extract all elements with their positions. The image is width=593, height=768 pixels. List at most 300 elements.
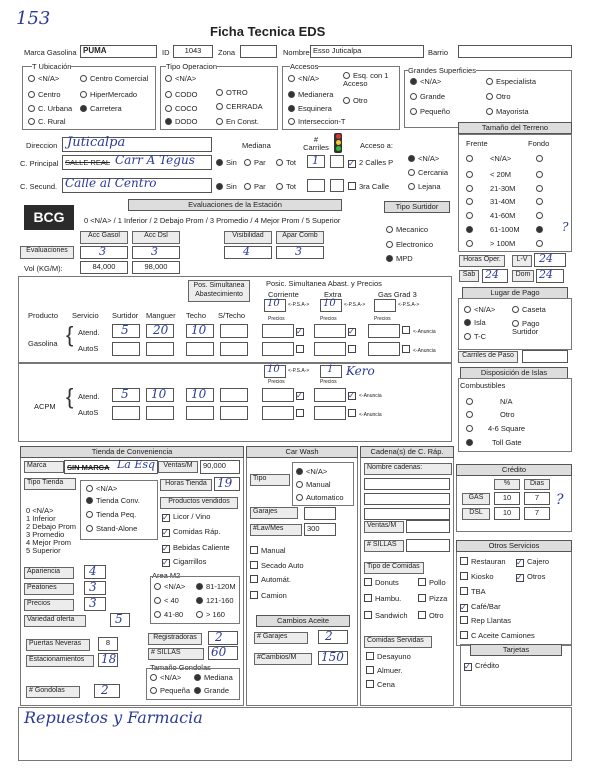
gas-precio-g3[interactable] <box>368 324 400 338</box>
prod-licor[interactable]: ✓Licor / Vino <box>162 512 210 522</box>
evaluaciones-label: Evaluaciones <box>20 246 74 259</box>
id-label: ID <box>162 48 170 57</box>
terreno-opt-3: 31-40M <box>490 197 516 206</box>
frente-20[interactable] <box>466 170 476 179</box>
fondo-21-30[interactable] <box>536 184 546 193</box>
vol-gasol-field[interactable]: 84,000 <box>80 261 128 274</box>
precios-extra: Precios <box>320 316 337 322</box>
horas-sab-label: Sab <box>459 270 479 282</box>
servicio-label: Servicio <box>72 311 99 320</box>
techo-label: Techo <box>186 311 207 320</box>
acpm-note: Kero <box>346 364 375 378</box>
nombre-label: Nombre <box>283 48 310 57</box>
cadena-sillas-field[interactable] <box>406 539 450 552</box>
tienda-ventas-field[interactable]: 90,000 <box>200 460 240 474</box>
producto-label: Producto <box>28 311 59 320</box>
ubic-centro-comercial[interactable]: Centro Comercial <box>80 74 148 83</box>
acpm-psa-field[interactable]: 10 <box>264 365 286 378</box>
horas-dom-label: Dom <box>512 270 534 282</box>
pago-caseta[interactable]: Caseta <box>512 305 546 314</box>
cadena-field-3[interactable] <box>364 508 450 520</box>
barrio-label: Barrio <box>428 48 449 57</box>
oper-dodo[interactable]: DODO <box>165 117 198 126</box>
carwash-title: Car Wash <box>246 446 358 458</box>
zona-field[interactable] <box>240 45 277 58</box>
tipo-tienda-na[interactable]: <N/A> <box>86 484 117 493</box>
tamano-label: Tamaño Gondolas <box>150 663 211 672</box>
acpm-autos-stecho[interactable] <box>220 406 248 420</box>
principal-field[interactable]: SALLE REAL Carr A Tegus <box>62 155 212 170</box>
fondo-na[interactable] <box>536 154 546 163</box>
precios-corr: Precios <box>268 316 285 322</box>
terreno-fondo: Fondo <box>528 139 550 148</box>
marca-field[interactable]: PUMA <box>80 45 157 58</box>
tipo-tienda-label: Tipo Tienda <box>24 478 76 490</box>
islas-otro[interactable] <box>466 410 476 419</box>
credito-gas-dias[interactable]: 7 <box>524 492 550 505</box>
horas-tienda-field[interactable]: 19 <box>214 477 240 491</box>
tam-pequena[interactable]: Pequeña <box>150 686 190 695</box>
gas-autos-anuncia-extra[interactable] <box>348 345 359 354</box>
gas-autos-anuncia-g3[interactable]: <-Anuncia <box>402 345 436 354</box>
terreno-note: ? <box>562 220 569 234</box>
garajes-field[interactable] <box>304 507 336 520</box>
gas-techo-field[interactable]: 10 <box>186 324 214 338</box>
acpm-autos-anuncia-2[interactable]: <-Anuncia <box>348 409 382 418</box>
acc-gasol-field[interactable]: 3 <box>80 246 128 259</box>
cw-secado[interactable]: Secado Auto <box>250 561 304 570</box>
carriles-field[interactable]: 1 <box>307 155 325 168</box>
acpm-autos-mang[interactable] <box>146 406 174 420</box>
oper-codo[interactable]: CODO <box>165 90 198 99</box>
pago-tc[interactable]: T-C <box>464 332 486 341</box>
tienda-marca-field[interactable]: SIN MARCA La Esq <box>64 460 158 474</box>
variedad-label: Variedad oferta <box>24 615 86 627</box>
gasolina-brace: { <box>66 322 74 347</box>
visibilidad-field[interactable]: 4 <box>224 246 272 259</box>
frente-100[interactable] <box>466 239 476 248</box>
acpm-precios-2: Precios <box>320 379 337 385</box>
garajes-label: Garajes <box>250 507 298 519</box>
gas-precio-corr[interactable] <box>262 324 294 338</box>
doc-number: 153 <box>16 8 51 29</box>
bcg-logo: BCG <box>24 205 74 230</box>
area-40[interactable]: < 40 <box>154 596 179 605</box>
comida-donuts[interactable]: Donuts <box>364 578 399 587</box>
sup-especialista[interactable]: Especialista <box>486 77 536 86</box>
area-41-80[interactable]: 41-80 <box>154 610 183 619</box>
credito-gas-pct[interactable]: 10 <box>494 492 520 505</box>
terreno-opt-4: 41-60M <box>490 211 516 220</box>
acpm-precio-2[interactable] <box>314 388 346 402</box>
tres-calle-check[interactable]: 3ra Calle <box>348 182 389 191</box>
tipo-tienda-peq[interactable]: Tienda Peq. <box>86 510 136 519</box>
otros-rep-llantas[interactable]: Rep Llantas <box>460 616 511 625</box>
terreno-opt-0: <N/A> <box>490 154 512 163</box>
surtidor-col-label: Surtidor <box>112 311 139 320</box>
acc-a-cercania[interactable]: Cercania <box>408 168 448 177</box>
tienda-title: Tienda de Conveniencia <box>20 446 244 458</box>
acpm-autos-precio-1[interactable] <box>262 406 294 420</box>
tienda-ventas-label: Ventas/M <box>158 461 198 473</box>
tarjetas-title: Tarjetas <box>470 644 562 656</box>
acpm-brace: { <box>66 384 74 409</box>
credito-pct-label: % <box>494 479 520 490</box>
pos-sim-header: Pos. Simultanea Abastecimiento <box>188 280 250 302</box>
servidas-label: Comidas Servidas <box>364 636 432 648</box>
puertas-field[interactable]: 8 <box>98 637 118 651</box>
variedad-field[interactable]: 5 <box>110 613 130 627</box>
islas-tollgate[interactable] <box>466 438 476 447</box>
tam-na[interactable]: <N/A> <box>150 673 181 682</box>
lav-mes-field[interactable]: 300 <box>304 523 336 536</box>
terreno-title: Tamaño del Terreno <box>458 122 572 134</box>
puertas-label: Puertas Neveras <box>26 639 90 651</box>
horas-lv-field[interactable]: 24 <box>534 253 566 267</box>
area-label: Area M2 <box>152 571 181 580</box>
secund-tot[interactable]: Tot <box>276 182 296 191</box>
gas-autos-corr[interactable] <box>262 342 294 356</box>
ubic-c-rural[interactable]: C. Rural <box>28 117 66 126</box>
gondolas-field[interactable]: 2 <box>94 684 120 698</box>
corr-psa-field[interactable]: 10 <box>264 299 286 312</box>
estacionamientos-label: Estacionamientos <box>26 655 94 667</box>
carwash-manual[interactable]: Manual <box>296 480 331 489</box>
extra-psa-field[interactable]: 10 <box>320 299 342 312</box>
carriles-field-2[interactable] <box>307 179 325 192</box>
sup-mayorista[interactable]: Mayorista <box>486 107 529 116</box>
frente-41-60[interactable] <box>466 211 476 220</box>
nombre-field[interactable]: Esso Juticalpa <box>310 45 424 58</box>
corr-psa-arrow: <-P.S.A-> <box>288 302 310 308</box>
oper-na[interactable]: <N/A> <box>165 74 196 83</box>
registradoras-label: Registradoras <box>148 633 202 645</box>
servida-almuer[interactable]: Almuer. <box>366 666 402 675</box>
acc-otro[interactable]: Otro <box>343 96 368 105</box>
frente-31-40[interactable] <box>466 197 476 206</box>
servida-desayuno[interactable]: Desayuno <box>366 652 411 661</box>
islas-title: Disposición de Islas <box>460 367 568 379</box>
oper-coco[interactable]: COCO <box>165 104 198 113</box>
fondo-31-40[interactable] <box>536 197 546 206</box>
gas-mang-field[interactable]: 20 <box>146 324 174 338</box>
cw-camion[interactable]: Camion <box>250 591 287 600</box>
cadena-nombre-label: Nombre cadenas: <box>364 463 452 475</box>
gas-surt-field[interactable]: 5 <box>112 324 140 338</box>
apar-comb-header: Apar Comb <box>276 231 324 244</box>
s-techo-label: S/Techo <box>218 311 246 320</box>
acc-dsl-header: Acc Dsl <box>132 231 180 244</box>
secund-par[interactable]: Par <box>244 182 266 191</box>
oper-cerrada[interactable]: CERRADA <box>216 102 263 111</box>
pago-na[interactable]: <N/A> <box>464 305 495 314</box>
fondo-100[interactable] <box>536 239 546 248</box>
terreno-opt-2: 21-30M <box>490 184 516 193</box>
gas-autos-surt[interactable] <box>112 342 140 356</box>
aceite-title: Cambios Aceite <box>256 615 350 627</box>
accesos-title: Accesos <box>290 62 319 71</box>
acc-a-lejana[interactable]: Lejana <box>408 182 441 191</box>
horas-label: Horas Oper. <box>459 255 505 267</box>
cadena-title: Cadena(s) de C. Ráp. <box>360 446 454 458</box>
acc-dsl-field[interactable]: 3 <box>132 246 180 259</box>
tipo-tienda-stand[interactable]: Stand-Alone <box>86 524 137 533</box>
prod-cigarrillos[interactable]: ✓Cigarrillos <box>162 557 206 567</box>
credito-dsl-dias[interactable]: 7 <box>524 507 550 520</box>
sup-grande[interactable]: Grande <box>410 92 445 101</box>
otros-otros[interactable]: ✓ Otros <box>516 572 545 582</box>
sup-pequeno[interactable]: Pequeño <box>410 107 450 116</box>
islas-opt-2: 4-6 Square <box>488 424 526 433</box>
terreno-group <box>458 134 572 252</box>
islas-na[interactable] <box>466 397 476 406</box>
g3-psa-field[interactable] <box>374 299 396 312</box>
gas-autos-g3[interactable] <box>368 342 400 356</box>
cw-manual[interactable]: Manual <box>250 546 286 555</box>
gas-anuncia-g3[interactable]: <-Anuncia <box>402 326 436 335</box>
credito-gas-label: GAS <box>462 493 490 505</box>
credito-dsl-label: DSL <box>462 508 490 520</box>
id-field[interactable]: 1043 <box>173 45 213 58</box>
credito-title: Crédito <box>456 464 572 476</box>
gas-autos-anuncia-corr[interactable] <box>296 345 307 354</box>
comida-pollo[interactable]: Pollo <box>418 578 446 587</box>
otros-title: Otros Servicios <box>456 540 572 552</box>
sup-otro[interactable]: Otro <box>486 92 511 101</box>
area-160[interactable]: > 160 <box>196 610 225 619</box>
cadena-field-2[interactable] <box>364 493 450 505</box>
gas-autos-stecho[interactable] <box>220 342 248 356</box>
gas-atend-label: Atend. <box>78 328 100 337</box>
cadena-field-1[interactable] <box>364 478 450 490</box>
comida-pizza[interactable]: Pizza <box>418 594 447 603</box>
otros-tba[interactable]: TBA <box>460 587 486 596</box>
ubicacion-title: T Ubicación <box>32 62 72 71</box>
sillas-field[interactable]: 60 <box>208 646 238 660</box>
carwash-na[interactable]: <N/A> <box>296 467 327 476</box>
ubic-na[interactable]: <N/A> <box>28 74 59 83</box>
acpm-autos-precio-2[interactable] <box>314 406 346 420</box>
tam-mediana[interactable]: Mediana <box>194 673 233 682</box>
mediana-check-principal[interactable] <box>330 155 344 168</box>
cadena-ventas-field[interactable] <box>406 520 450 533</box>
otros-aceite-camiones[interactable]: C Aceite Camiones <box>460 631 535 640</box>
principal-label: C. Principal <box>20 159 59 168</box>
carriles-label: # Carriles <box>303 135 329 152</box>
cadena-ventas-label: Ventas/M <box>364 521 404 533</box>
extra-psa-arrow: <-P.S.A-> <box>344 302 366 308</box>
direccion-field[interactable]: Juticalpa <box>62 137 212 152</box>
cambios-label: #Cambios/M <box>254 653 312 665</box>
islas-46square[interactable] <box>466 424 476 433</box>
acc-esquinera[interactable]: Esquinera <box>288 104 332 113</box>
registradoras-field[interactable]: 2 <box>208 631 238 645</box>
horas-lv-label: L-V <box>512 255 532 267</box>
gas-autos-techo[interactable] <box>186 342 214 356</box>
acc-na[interactable]: <N/A> <box>288 74 319 83</box>
tarjetas-credito[interactable]: ✓Crédito <box>464 661 499 671</box>
apar-comb-field[interactable]: 3 <box>276 246 324 259</box>
vol-dsl-field[interactable]: 98,000 <box>132 261 180 274</box>
g3-psa-arrow: <-P.S.A-> <box>398 302 420 308</box>
gas-precio-extra[interactable] <box>314 324 346 338</box>
lav-mes-label: #Lav/Mes <box>250 524 302 536</box>
marca-label: Marca Gasolina <box>24 48 77 57</box>
carwash-auto[interactable]: Automatico <box>296 493 344 502</box>
evaluacion-title: Evaluaciones de la Estación <box>128 199 342 211</box>
terreno-opt-6: > 100M <box>490 239 516 248</box>
prod-comidas[interactable]: ✓Comidas Ráp. <box>162 527 221 537</box>
corriente-label: Corriente <box>268 290 299 299</box>
frente-61-100[interactable] <box>466 225 476 234</box>
dos-calles-check[interactable]: ✓ 2 Calles P <box>348 158 393 168</box>
posic-sim-header: Posic. Simultanea Abast. y Precios <box>266 279 382 288</box>
horas-sab-field[interactable]: 24 <box>482 269 508 283</box>
gasolina-label: Gasolina <box>28 339 58 348</box>
productos-label: Productos vendidos <box>160 497 238 509</box>
principal-par[interactable]: Par <box>244 158 266 167</box>
aceite-garajes-field[interactable]: 2 <box>318 630 348 644</box>
carriles-paso-label: Carriles de Paso <box>458 351 518 363</box>
surt-electronico[interactable]: Electronico <box>386 240 433 249</box>
acpm-techo-field[interactable]: 10 <box>186 388 214 402</box>
gas-autos-extra[interactable] <box>314 342 346 356</box>
area-121-160[interactable]: 121-160 <box>196 596 234 605</box>
frente-na[interactable] <box>466 154 476 163</box>
sup-na[interactable]: <N/A> <box>410 77 441 86</box>
estacionamientos-field[interactable]: 18 <box>98 653 118 667</box>
pago-isla[interactable]: Isla <box>464 318 486 327</box>
barrio-field[interactable] <box>458 45 572 58</box>
tipo-tienda-conv[interactable]: Tienda Conv. <box>86 496 140 505</box>
oper-en-const[interactable]: En Const. <box>216 117 259 126</box>
peatones-label: Peatones <box>24 583 74 595</box>
fondo-20[interactable] <box>536 170 546 179</box>
acpm-mang-field[interactable]: 10 <box>146 388 174 402</box>
islas-combustibles: Combustibles <box>460 381 506 390</box>
oper-otro[interactable]: OTRO <box>216 88 248 97</box>
carwash-tipo-label: Tipo <box>250 474 290 486</box>
principal-sin[interactable]: Sin <box>216 158 237 167</box>
ubic-carretera[interactable]: Carretera <box>80 104 122 113</box>
superficies-title: Grandes Superficies <box>408 66 476 75</box>
acpm-autos-label: AutoS <box>78 408 99 417</box>
visibilidad-header: Visibilidad <box>224 231 272 244</box>
tienda-marca-label: Marca <box>24 461 64 473</box>
gas-grad3-label: Gas Grad 3 <box>378 290 417 299</box>
secund-label: C. Secund. <box>20 182 58 191</box>
extra-label: Extra <box>324 290 342 299</box>
otros-restauran[interactable]: Restauran <box>460 557 506 566</box>
area-na[interactable]: <N/A> <box>154 582 185 591</box>
apariencia-label: Apariencia <box>24 567 74 579</box>
tipo-comidas-label: Tipo de Comidas <box>364 562 424 574</box>
acceso-a-label: Acceso a: <box>360 141 393 150</box>
precios-g3: Precios <box>374 316 391 322</box>
gas-anuncia-extra[interactable] <box>348 326 359 336</box>
acc-gasol-header: Acc Gasol <box>80 231 128 244</box>
sillas-label: # SILLAS <box>148 648 204 660</box>
credito-dias-label: Dias <box>524 479 550 490</box>
islas-opt-1: Otro <box>500 410 515 419</box>
acpm-autos-surt[interactable] <box>112 406 140 420</box>
acc-medianera[interactable]: Medianera <box>288 90 333 99</box>
secund-field[interactable]: Calle al Centro <box>62 178 212 193</box>
prod-bebidas[interactable]: ✓Bebidas Caliente <box>162 543 230 553</box>
otros-cafe[interactable]: ✓Café/Bar <box>460 602 501 612</box>
mediana-check-secund[interactable] <box>330 179 344 192</box>
frente-21-30[interactable] <box>466 184 476 193</box>
tam-grande[interactable]: Grande <box>194 686 229 695</box>
acc-interseccion-t[interactable]: Interseccion-T <box>288 117 346 126</box>
comida-otro[interactable]: Otro <box>418 611 444 620</box>
traffic-light-icon <box>334 133 342 153</box>
peatones-field[interactable]: 3 <box>84 581 106 595</box>
area-81-120[interactable]: 81-120M <box>196 582 236 591</box>
gas-autos-mang[interactable] <box>146 342 174 356</box>
fondo-41-60[interactable] <box>536 211 546 220</box>
acpm-atend-label: Atend. <box>78 392 100 401</box>
direccion-label: Direccion <box>26 141 58 150</box>
gas-anuncia-corr[interactable] <box>296 326 307 336</box>
acc-esq-1-acceso[interactable]: Esq. con 1 Acceso <box>343 71 389 88</box>
acpm-precio-1[interactable] <box>262 388 294 402</box>
secund-sin[interactable]: Sin <box>216 182 237 191</box>
acc-a-na[interactable]: <N/A> <box>408 154 439 163</box>
comida-hambu[interactable]: Hambu. <box>364 594 401 603</box>
manguer-label: Manguer <box>146 311 176 320</box>
otros-kiosko[interactable]: Kiosko <box>460 572 494 581</box>
acpm-anuncia-1[interactable] <box>296 390 307 400</box>
comida-sandwich[interactable]: Sandwich <box>364 611 408 620</box>
acpm-precios-1: Precios <box>268 379 285 385</box>
credito-dsl-pct[interactable]: 10 <box>494 507 520 520</box>
cw-automat[interactable]: Automát. <box>250 575 291 584</box>
operacion-title: Tipo Operacion <box>166 62 217 71</box>
carriles-paso-field[interactable] <box>522 350 568 363</box>
acpm-surt-field[interactable]: 5 <box>112 388 140 402</box>
surt-mecanico[interactable]: Mecanico <box>386 225 428 234</box>
terreno-frente: Frente <box>466 139 488 148</box>
acpm-autos-anuncia-1[interactable] <box>296 409 307 418</box>
ubic-hipermercado[interactable]: HiperMercado <box>80 90 137 99</box>
horas-tienda-label: Horas Tienda <box>160 479 212 491</box>
surtidor-title: Tipo Surtidor <box>384 201 450 213</box>
precios-field[interactable]: 3 <box>84 597 106 611</box>
acpm-anuncia-2[interactable]: ✓ <-Anuncia <box>348 390 382 400</box>
servida-cena[interactable]: Cena <box>366 680 395 689</box>
otros-cajero[interactable]: ✓ Cajero <box>516 557 549 567</box>
acpm-psa2-field[interactable]: 1 <box>320 365 342 378</box>
terreno-opt-1: < 20M <box>490 170 512 179</box>
pago-surtidor[interactable]: Pago Surtidor <box>512 319 540 336</box>
ubic-c-urbana[interactable]: C. Urbana <box>28 104 72 113</box>
acpm-stecho-field[interactable] <box>220 388 248 402</box>
cadena-sillas-label: # SILLAS <box>364 540 404 552</box>
fondo-61-100[interactable] <box>536 225 546 234</box>
gas-autos-label: AutoS <box>78 344 99 353</box>
horas-dom-field[interactable]: 24 <box>536 269 564 283</box>
surt-mpd[interactable]: MPD <box>386 254 413 263</box>
acpm-autos-techo[interactable] <box>186 406 214 420</box>
apariencia-field[interactable]: 4 <box>84 565 106 579</box>
terreno-opt-5: 61-100M <box>490 225 520 234</box>
acpm-panel <box>18 362 452 442</box>
gas-stecho-field[interactable] <box>220 324 248 338</box>
cambios-field[interactable]: 150 <box>318 651 348 665</box>
ubic-centro[interactable]: Centro <box>28 90 61 99</box>
principal-tot[interactable]: Tot <box>276 158 296 167</box>
